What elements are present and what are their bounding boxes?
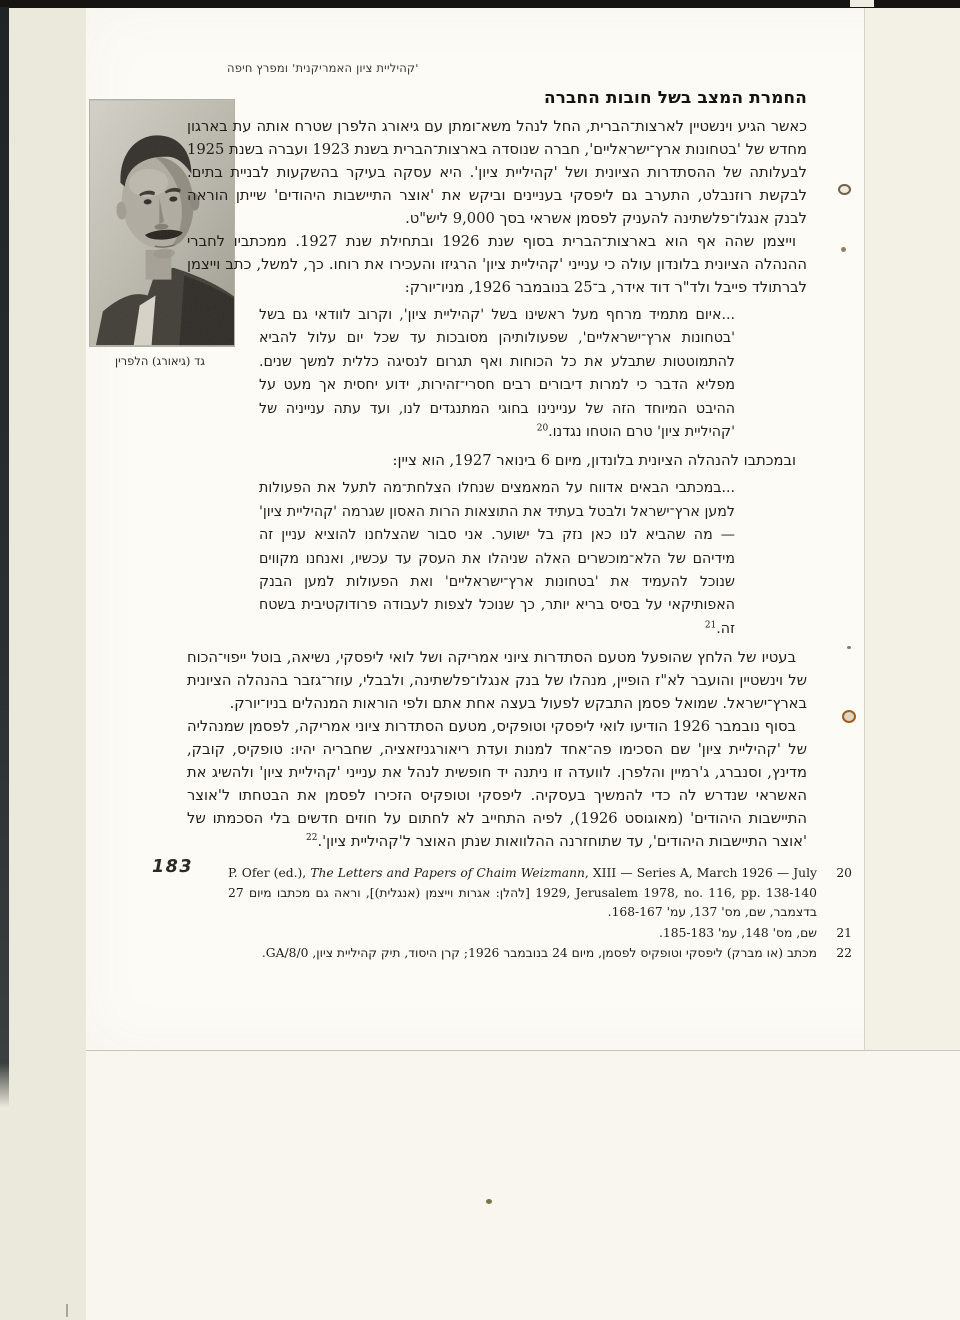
footnote-ref-21: 21 xyxy=(704,620,717,631)
footnote-21-text: שם, מס' 148, עמ' 185-183. xyxy=(659,925,817,940)
stain-dot-small xyxy=(841,247,846,252)
footnote-20-text-start: P. Ofer (ed.), xyxy=(228,866,311,880)
speck-mark xyxy=(847,646,851,649)
stain-ring-small xyxy=(838,184,851,195)
book-binding-shadow xyxy=(0,7,9,1107)
paragraph-3: ובמכתבו להנהלה הציונית בלונדון, מיום 6 בינואר 1927, הוא ציין: xyxy=(392,452,796,470)
footnote-22-number: 22 xyxy=(836,946,852,961)
paragraph-5-text: בסוף נובמבר 1926 הודיעו לואי ליפסקי וטופקיס, מטעם הסתדרות ציוני אמריקה, לפסמן שמנהליה של 'קהיליית ציון' שם הסכימו פה־אחד למנות ועדת ריאורגניזאציה, שחבריה יהיו: טופקיס, קובק, מדינץ, וסנברג, ג'רמיין והלפרן. לוועדה זו ניתנה יד חופשית לנהל את ענייני 'קהיליית ציון' ולהשיג את האשראי שנדרש לה כדי להמשיך בעסקיה. ליפסקי וטופקיס הזכירו לפסמן את הבטחתו ל'אוצר התיישבות היהודים' (מאוגוסט 1926), לפיה התחייב לא לחתום על חוזים חדשים בלי הסכמתו של 'אוצר התיישבות היהודים', עד שתוחזרנה ההלוואות שנתן האוצר ל'קהיליית ציון'. xyxy=(187,718,808,851)
footnote-20-text-end: , XIII — Series A, March 1926 — July 1929, Jerusalem 1978, no. 116, pp. 138-140 [להלן: אגרות וייצמן (אנגלית)], וראה גם מכתבו מיום 27 בדצמבר, שם, מס' 137, עמ' 168-167. xyxy=(228,866,817,920)
footnote-20-number: 20 xyxy=(836,866,852,880)
main-text-column xyxy=(187,87,807,853)
page-number: 183 xyxy=(152,857,194,877)
scan-top-edge xyxy=(0,0,960,8)
footnote-22-text: מכתב (או מברק) ליפסקי וטופקיס לפסמן, מיום 24 בנובמבר 1926; קרן היסוד, תיק קהיליית ציון, GA/8/0. xyxy=(261,946,817,961)
footnote-22 xyxy=(228,944,852,964)
quote-1-text: ...איום מתמיד מרחף מעל ראשינו בשל 'קהיליית ציון', וקרוב לוודאי גם בשל 'בטחונות ארץ־ישראליים', שפעולותיהן מסובכות עד שכל יום עלול להביא להתמוטטות שתבלע את כל הכוחות ואף תגרום לנסיגה כללית למשך שנים. מפליא הדבר כי למרות דיבורים רבים חסרי־זהירות, ידוע יחסית אך מעט על ההיבט המיוחד הזה של עניינינו בחוגי המתנגדים לנו, ועד עתה ענייניה של 'קהיליית ציון' טרם הוטחו נגדנו. xyxy=(259,307,735,441)
weizmann-quote-2 xyxy=(259,477,735,641)
paragraph-5 xyxy=(187,715,807,853)
scan-top-edge-gap xyxy=(850,0,874,7)
footnote-21-number: 21 xyxy=(836,925,852,940)
paragraph-2: וייצמן שהה אף הוא בארצות־הברית בסוף שנת 1926 ובתחילת שנת 1927. ממכתביו לחברי ההנהלה הציונית בלונדון עולה כי ענייני 'קהיליית ציון' הרגיזו והעכירו את רוחו. כך, למשל, כתב וייצמן לברתולד פייבל ולד"ר דוד אידר, ב־25 בנובמבר 1926, מניו־יורק: xyxy=(187,233,807,296)
photo-caption: גד (גיאורג) הלפרין xyxy=(114,354,206,368)
paragraph-4: בעטיו של הלחץ שהופעל מטעם הסתדרות ציוני אמריקה ושל לואי ליפסקי, נשיאה, בוטל ייפוי־הכוח של וינשטיין והועבר לא"ז הופיין, מנהלו של בנק אנגלו־פלשתינה, ולבבלי, עוזר־גזבר בהנהלה הציונית בארץ־ישראל. שמואל פסמן התבקש לפעול בעצה אחת אתם ולפי הוראות המנהלים בניו־יורק. xyxy=(187,649,807,713)
running-head: 'קהיליית ציון האמריקנית' ומפרץ חיפה xyxy=(227,61,419,75)
paragraph-1: כאשר הגיע וינשטיין לארצות־הברית, החל לנהל משא־ומתן עם גיאורג הלפרן שטרח אותה עת בארגון מחדש של 'בטחונות ארץ־ישראליים', חברה שנוסדה בארצות־הברית בשנת 1923 ועברה בשנת 1925 לבעלותה של ההסתדרות הציונית ושל 'קהיליית ציון'. היא עסקה בעיקר בהשקעות לבניית בתים. לבקשת רוזנבלט, התערב גם ליפסקי בעניינים וביקש את 'אוצר התיישבות היהודים' שייתן הוראה לבנק אנגלו־פלשתינה להעניק לפסמן אשראי בסך 9,000 ליש"ט. xyxy=(186,118,807,227)
section-heading: החמרת המצב בשל חובות החברה xyxy=(544,87,807,107)
footnote-20 xyxy=(228,864,852,923)
footnote-ref-22: 22 xyxy=(306,833,318,844)
weizmann-quote-1 xyxy=(259,304,735,444)
footnote-20-book-title: The Letters and Papers of Chaim Weizmann xyxy=(310,866,585,880)
scratch-mark xyxy=(66,1304,68,1317)
stain-dot-bottom xyxy=(486,1199,492,1204)
footnote-21 xyxy=(228,924,852,944)
paper-bottom-area xyxy=(86,1050,960,1320)
footnotes-block xyxy=(228,864,852,965)
quote-2-text: ...במכתבי הבאים אדווח על המאמצים שנחלו הצלחת־מה לתעל את הפעולות למען ארץ־ישראל ולבטל בעתיד את התוצאות הרות האסון שגרמה 'קהיליית ציון' — מה שהביא לנו כאן נזק בל ישוער. אני סבור שהצלחנו להוציא עניין זה מידיהם של הלא־מוכשרים האלה שניהלו את העסק עד עכשיו, ואנחנו מקווים שנוכל להעמיד את 'בטחונות ארץ־ישראליים' ואת הפעולות למען הבנק האפותיקאי על בסיס בריא יותר, כך שנוכל לצפות לעבודה פרודוקטיבית בשטח זה. xyxy=(259,480,735,637)
footnote-ref-20: 20 xyxy=(536,423,549,434)
paper-right-edge xyxy=(864,8,960,1050)
footnote-20-text xyxy=(228,864,817,923)
stain-ring-rust xyxy=(842,710,856,723)
